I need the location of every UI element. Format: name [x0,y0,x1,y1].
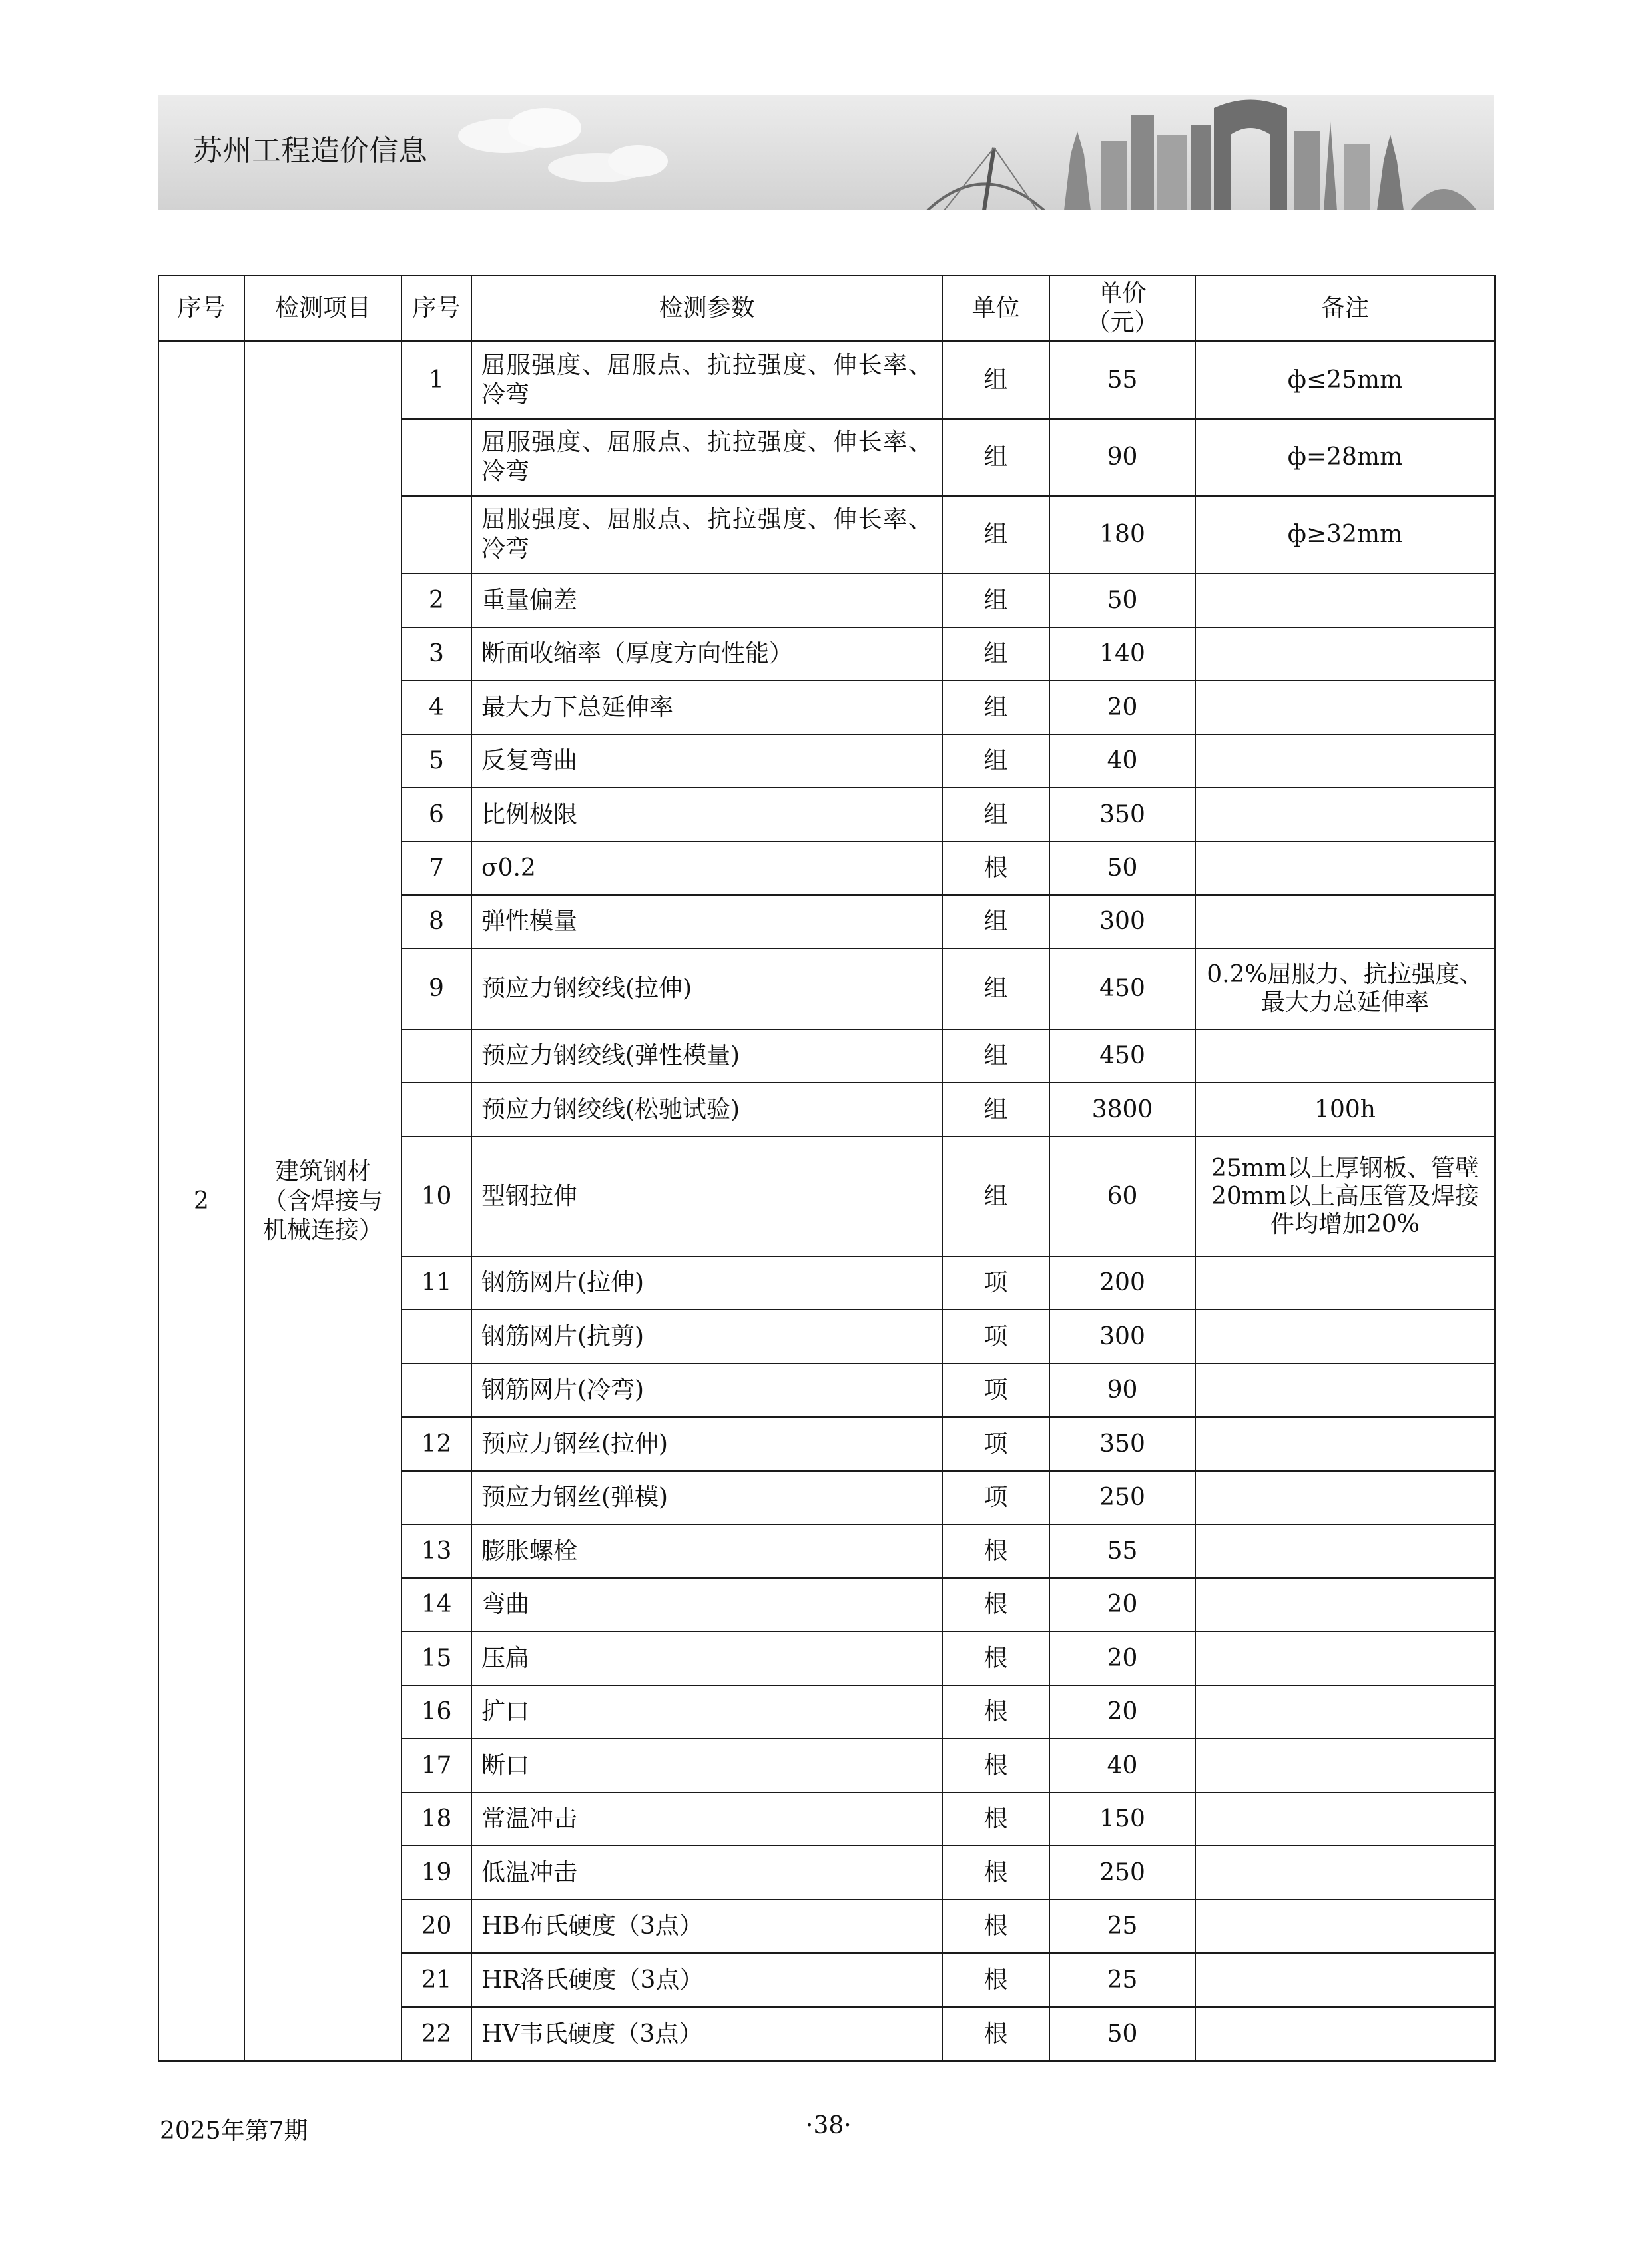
unit-cell: 根 [942,1739,1049,1793]
note-cell [1195,1685,1495,1739]
item-number-cell: 4 [402,681,471,734]
note-cell [1195,895,1495,948]
test-param-cell: 钢筋网片(拉伸) [471,1257,942,1310]
test-param-cell: 预应力钢丝(拉伸) [471,1417,942,1471]
note-cell [1195,1417,1495,1471]
price-cell: 450 [1049,948,1195,1029]
unit-cell: 组 [942,627,1049,681]
price-cell: 25 [1049,1953,1195,2007]
item-number-cell: 6 [402,788,471,842]
unit-cell: 根 [942,1900,1049,1953]
note-cell [1195,842,1495,895]
price-cell: 55 [1049,341,1195,419]
price-cell: 200 [1049,1257,1195,1310]
note-cell [1195,1471,1495,1524]
unit-cell: 根 [942,1846,1049,1900]
test-param-cell: 预应力钢绞线(弹性模量) [471,1029,942,1083]
price-cell: 20 [1049,1578,1195,1631]
unit-cell: 组 [942,895,1049,948]
test-param-cell: 弹性模量 [471,895,942,948]
table-header-row [158,276,1495,341]
note-cell [1195,1793,1495,1846]
note-cell [1195,573,1495,627]
item-number-cell: 10 [402,1137,471,1257]
unit-cell: 组 [942,1029,1049,1083]
note-cell: 0.2%屈服力、抗拉强度、最大力总延伸率 [1195,948,1495,1029]
price-cell: 20 [1049,1685,1195,1739]
price-cell: 55 [1049,1524,1195,1578]
price-cell: 140 [1049,627,1195,681]
price-cell: 300 [1049,895,1195,948]
unit-cell: 项 [942,1310,1049,1364]
test-param-cell: 断口 [471,1739,942,1793]
item-number-cell: 3 [402,627,471,681]
test-param-cell: HV韦氏硬度（3点） [471,2007,942,2061]
test-param-cell: 扩口 [471,1685,942,1739]
unit-cell: 项 [942,1364,1049,1417]
unit-cell: 组 [942,734,1049,788]
issue-label: 2025年第7期 [160,2117,308,2145]
item-number-cell: 11 [402,1257,471,1310]
item-number-cell: 20 [402,1900,471,1953]
test-param-cell: 比例极限 [471,788,942,842]
note-cell [1195,1578,1495,1631]
note-cell [1195,681,1495,734]
unit-cell: 组 [942,1137,1049,1257]
price-cell: 250 [1049,1471,1195,1524]
item-number-cell [402,419,471,496]
item-number-cell [402,1364,471,1417]
item-number-cell: 13 [402,1524,471,1578]
test-param-cell: 最大力下总延伸率 [471,681,942,734]
unit-cell: 根 [942,2007,1049,2061]
price-cell: 150 [1049,1793,1195,1846]
test-param-cell: 预应力钢丝(弹模) [471,1471,942,1524]
note-cell [1195,1953,1495,2007]
note-cell [1195,734,1495,788]
test-param-cell: 低温冲击 [471,1846,942,1900]
note-cell [1195,1524,1495,1578]
note-cell: 25mm以上厚钢板、管壁20mm以上高压管及焊接件均增加20% [1195,1137,1495,1257]
note-cell [1195,1029,1495,1083]
col-header-test-param: 检测参数 [471,276,942,341]
price-cell: 3800 [1049,1083,1195,1137]
price-cell: 90 [1049,1364,1195,1417]
header-banner [158,95,1494,210]
test-param-cell: HR洛氏硬度（3点） [471,1953,942,2007]
note-cell [1195,1900,1495,1953]
unit-cell: 根 [942,1631,1049,1685]
test-param-cell: 钢筋网片(冷弯) [471,1364,942,1417]
page-number: ·38· [806,2112,852,2139]
test-param-cell: 屈服强度、屈服点、抗拉强度、伸长率、冷弯 [471,419,942,496]
price-cell: 350 [1049,1417,1195,1471]
test-param-cell: 弯曲 [471,1578,942,1631]
item-number-cell: 1 [402,341,471,419]
unit-cell: 组 [942,341,1049,419]
unit-cell: 根 [942,842,1049,895]
test-param-cell: 反复弯曲 [471,734,942,788]
test-param-cell: 重量偏差 [471,573,942,627]
item-number-cell: 8 [402,895,471,948]
unit-cell: 根 [942,1578,1049,1631]
price-cell: 40 [1049,734,1195,788]
test-param-cell: 钢筋网片(抗剪) [471,1310,942,1364]
test-param-cell: HB布氏硬度（3点） [471,1900,942,1953]
price-cell: 50 [1049,842,1195,895]
price-cell: 20 [1049,1631,1195,1685]
price-cell: 25 [1049,1900,1195,1953]
item-number-cell [402,1310,471,1364]
note-cell [1195,1364,1495,1417]
note-cell [1195,2007,1495,2061]
table-row [158,341,1495,419]
unit-cell: 项 [942,1257,1049,1310]
item-number-cell [402,1471,471,1524]
item-number-cell: 2 [402,573,471,627]
note-cell [1195,1257,1495,1310]
item-number-cell: 16 [402,1685,471,1739]
test-param-cell: 型钢拉伸 [471,1137,942,1257]
test-param-cell: σ0.2 [471,842,942,895]
col-header-note: 备注 [1195,276,1495,341]
test-param-cell: 断面收缩率（厚度方向性能） [471,627,942,681]
col-header-unit: 单位 [942,276,1049,341]
price-cell: 300 [1049,1310,1195,1364]
unit-cell: 根 [942,1953,1049,2007]
note-cell: ф≥32mm [1195,496,1495,573]
price-cell: 250 [1049,1846,1195,1900]
item-number-cell: 14 [402,1578,471,1631]
note-cell [1195,1310,1495,1364]
note-cell [1195,788,1495,842]
item-number-cell [402,1029,471,1083]
unit-cell: 组 [942,419,1049,496]
item-number-cell: 22 [402,2007,471,2061]
unit-cell: 根 [942,1685,1049,1739]
unit-cell: 组 [942,496,1049,573]
unit-cell: 项 [942,1417,1049,1471]
publication-title: 苏州工程造价信息 [193,134,427,168]
col-header-test-item: 检测项目 [244,276,402,341]
note-cell [1195,1846,1495,1900]
unit-cell: 组 [942,1083,1049,1137]
item-number-cell: 21 [402,1953,471,2007]
test-param-cell: 屈服强度、屈服点、抗拉强度、伸长率、冷弯 [471,341,942,419]
unit-cell: 项 [942,1471,1049,1524]
item-number-cell [402,496,471,573]
test-param-cell: 预应力钢绞线(拉伸) [471,948,942,1029]
item-number-cell: 18 [402,1793,471,1846]
item-number-cell: 7 [402,842,471,895]
unit-cell: 组 [942,948,1049,1029]
price-cell: 90 [1049,419,1195,496]
item-number-cell: 9 [402,948,471,1029]
item-number-cell: 17 [402,1739,471,1793]
price-cell: 450 [1049,1029,1195,1083]
unit-cell: 组 [942,681,1049,734]
item-number-cell: 12 [402,1417,471,1471]
test-param-cell: 预应力钢绞线(松驰试验) [471,1083,942,1137]
note-cell [1195,1631,1495,1685]
group-name-cell: 建筑钢材（含焊接与机械连接） [244,341,402,2061]
unit-cell: 根 [942,1524,1049,1578]
note-cell [1195,627,1495,681]
unit-cell: 组 [942,573,1049,627]
price-cell: 60 [1049,1137,1195,1257]
col-header-group-no: 序号 [158,276,244,341]
price-cell: 50 [1049,2007,1195,2061]
unit-cell: 组 [942,788,1049,842]
price-cell: 20 [1049,681,1195,734]
price-cell: 350 [1049,788,1195,842]
test-param-cell: 膨胀螺栓 [471,1524,942,1578]
price-table [158,275,1496,2062]
test-param-cell: 常温冲击 [471,1793,942,1846]
note-cell: ф=28mm [1195,419,1495,496]
note-cell: 100h [1195,1083,1495,1137]
item-number-cell: 5 [402,734,471,788]
item-number-cell: 15 [402,1631,471,1685]
col-header-item-no: 序号 [402,276,471,341]
test-param-cell: 压扁 [471,1631,942,1685]
group-number-cell: 2 [158,341,244,2061]
price-cell: 40 [1049,1739,1195,1793]
unit-cell: 根 [942,1793,1049,1846]
test-param-cell: 屈服强度、屈服点、抗拉强度、伸长率、冷弯 [471,496,942,573]
price-cell: 180 [1049,496,1195,573]
note-cell [1195,1739,1495,1793]
note-cell: ф≤25mm [1195,341,1495,419]
price-cell: 50 [1049,573,1195,627]
item-number-cell [402,1083,471,1137]
item-number-cell: 19 [402,1846,471,1900]
col-header-price: 单价（元） [1049,276,1195,341]
